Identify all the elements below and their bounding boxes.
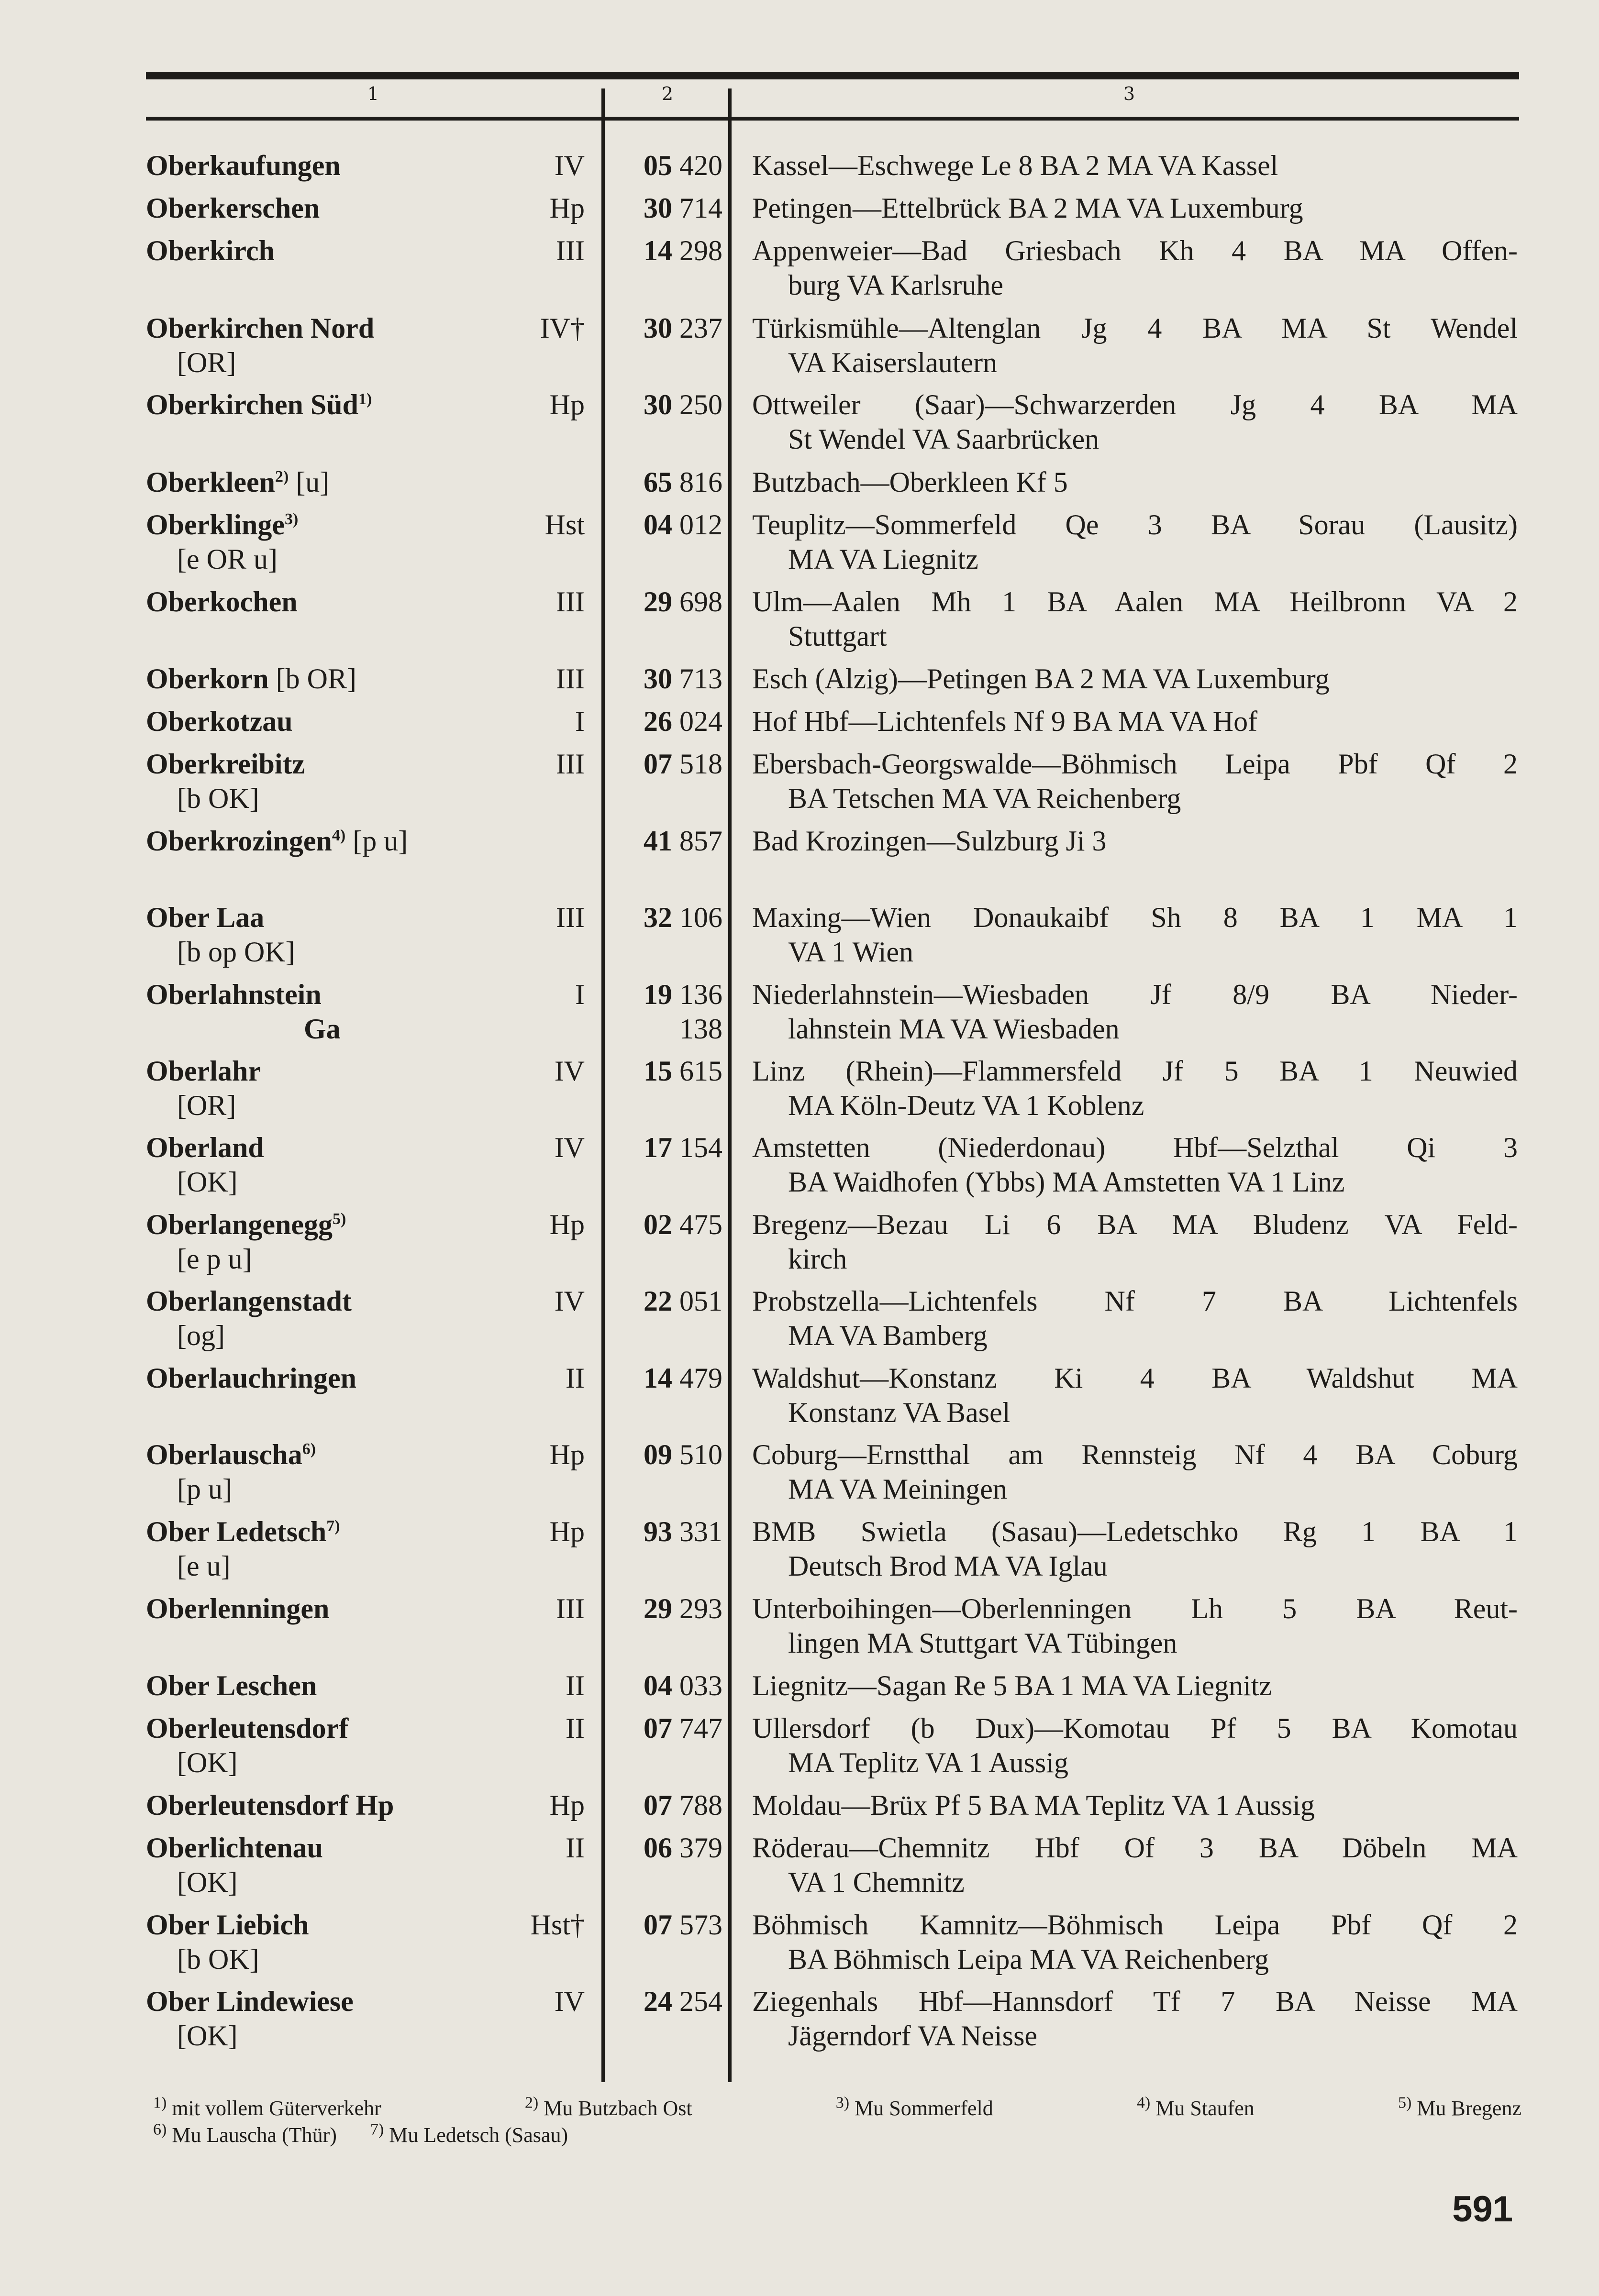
station-note: [OR] — [177, 1090, 236, 1121]
station-name: Ober Liebich [b OK] — [146, 1908, 309, 1976]
station-code: 65 816 — [644, 466, 722, 498]
station-name: Ober Lindewiese [OK] — [146, 1984, 354, 2053]
station-class: Hp — [549, 192, 585, 224]
station-code: 22 051 — [644, 1285, 722, 1317]
station-class: Hst — [544, 509, 585, 541]
footnote: $^{4)}$ Mu Staufen — [1136, 2094, 1255, 2120]
route-description: Ebersbach-Georgswalde—Böhmisch Leipa Pbf Qf 2 BA Tetschen MA VA Reichenberg — [752, 748, 1518, 814]
station-class: III — [556, 748, 585, 780]
station-code: 32 106 — [644, 902, 722, 933]
route-description: Niederlahnstein—Wiesbaden Jf 8/9 BA Nieder- lahnstein MA VA Wiesbaden — [752, 979, 1518, 1045]
station-note: [OK] — [177, 2020, 238, 2052]
station-class: III — [556, 902, 585, 933]
station-note: [b op OK] — [177, 936, 295, 968]
station-name: Oberkrozingen$^{4)}$ [p u] — [146, 825, 408, 857]
station-name: Oberkochen — [146, 586, 298, 618]
page-number: 591 — [1452, 2189, 1513, 2230]
footnote-mark: 7) — [326, 1517, 340, 1535]
footnote-mark: 4) — [332, 827, 346, 844]
footnote-mark: 3) — [285, 510, 299, 528]
route-description: Teuplitz—Sommerfeld Qe 3 BA Sorau (Lausitz) MA VA Liegnitz — [752, 509, 1518, 575]
route-description: Röderau—Chemnitz Hbf Of 3 BA Döbeln MA VA 1 Chemnitz — [752, 1832, 1518, 1898]
column-number-1: 1 — [367, 83, 379, 104]
station-note: Ga — [304, 1013, 341, 1045]
footnote: $^{3)}$ Mu Sommerfeld — [835, 2094, 993, 2120]
station-name: Oberkaufungen — [146, 150, 341, 181]
route-description: Esch (Alzig)—Petingen BA 2 MA VA Luxemburg — [752, 663, 1330, 695]
station-class: IV — [554, 150, 585, 181]
station-name: Oberleutensdorf Hp — [146, 1789, 394, 1821]
station-class: Hp — [549, 389, 585, 420]
station-code: 41 857 — [644, 825, 722, 857]
route-description: Butzbach—Oberkleen Kf 5 — [752, 466, 1068, 498]
route-description: Böhmisch Kamnitz—Böhmisch Leipa Pbf Qf 2 BA Böhmisch Leipa MA VA Reichenberg — [752, 1909, 1518, 1975]
station-name: Oberkotzau — [146, 706, 293, 737]
station-code: 93 331 — [644, 1516, 722, 1547]
station-class: IV — [554, 1285, 585, 1317]
station-class: I — [575, 979, 585, 1010]
station-code: 05 420 — [644, 150, 722, 181]
station-name: Oberklinge$^{3)}$ [e OR u] — [146, 508, 298, 576]
station-code: 29 293 — [644, 1593, 722, 1624]
route-description: Appenweier—Bad Griesbach Kh 4 BA MA Offen- burg VA Karlsruhe — [752, 235, 1518, 301]
route-description: Unterboihingen—Oberlenningen Lh 5 BA Reut- lingen MA Stuttgart VA Tübingen — [752, 1593, 1518, 1659]
station-name: Oberlauchringen — [146, 1362, 357, 1394]
station-code: 07 747 — [644, 1712, 722, 1744]
footnote-mark: 6) — [302, 1440, 316, 1458]
route-description: Probstzella—Lichtenfels Nf 7 BA Lichtenfels MA VA Bamberg — [752, 1285, 1518, 1351]
station-class: IV† — [540, 312, 585, 344]
route-description: Linz (Rhein)—Flammersfeld Jf 5 BA 1 Neuwied MA Köln-Deutz VA 1 Koblenz — [752, 1055, 1518, 1121]
station-name: Ober Ledetsch$^{7)}$ [e u] — [146, 1514, 340, 1583]
station-class: Hp — [549, 1209, 585, 1240]
route-description: Bad Krozingen—Sulzburg Ji 3 — [752, 825, 1107, 857]
station-name: Oberland [OK] — [146, 1130, 264, 1199]
station-code: 14 298 — [644, 235, 722, 266]
station-code: 04 033 — [644, 1670, 722, 1701]
route-description: Ulm—Aalen Mh 1 BA Aalen MA Heilbronn VA 2 Stuttgart — [752, 586, 1518, 652]
station-note: [OK] — [177, 1747, 238, 1778]
footnote: $^{1)}$ mit vollem Güterverkehr — [153, 2094, 381, 2120]
station-name: Oberlauscha$^{6)}$ [p u] — [146, 1437, 316, 1506]
station-class: Hp — [549, 1439, 585, 1470]
station-name: Oberkirchen Nord [OR] — [146, 311, 374, 380]
station-note: [OR] — [177, 347, 236, 378]
footnote-mark: 5) — [332, 1210, 346, 1228]
route-description: Türkismühle—Altenglan Jg 4 BA MA St Wendel VA Kaiserslautern — [752, 312, 1518, 378]
route-description: Moldau—Brüx Pf 5 BA MA Teplitz VA 1 Aussig — [752, 1789, 1315, 1821]
station-name: Oberlenningen — [146, 1593, 330, 1624]
footnote-mark: 2) — [275, 468, 289, 486]
station-name: Oberkleen$^{2)}$ [u] — [146, 466, 330, 498]
footnote-mark: 1) — [358, 390, 372, 408]
footnote: $^{5)}$ Mu Bregenz — [1398, 2094, 1521, 2120]
station-note: [e OR u] — [177, 543, 278, 575]
station-code: 24 254 — [644, 1986, 722, 2017]
station-name: Oberlahnstein Ga — [146, 977, 341, 1046]
station-note: [e u] — [177, 1550, 231, 1582]
column-divider-1 — [601, 88, 605, 2082]
station-class: IV — [554, 1055, 585, 1087]
route-description: Ottweiler (Saar)—Schwarzerden Jg 4 BA MA St Wendel VA Saarbrücken — [752, 389, 1518, 455]
station-name: Oberlahr [OR] — [146, 1054, 261, 1123]
station-code: 04 012 — [644, 509, 722, 541]
station-name: Oberkorn [b OR] — [146, 663, 356, 695]
station-note: [OK] — [177, 1866, 238, 1898]
route-description: Liegnitz—Sagan Re 5 BA 1 MA VA Liegnitz — [752, 1670, 1272, 1701]
station-code: 07 788 — [644, 1789, 722, 1821]
route-description: Maxing—Wien Donaukaibf Sh 8 BA 1 MA 1 VA 1 Wien — [752, 902, 1518, 968]
station-code: 30 250 — [644, 389, 722, 420]
station-name: Oberkerschen — [146, 192, 320, 224]
footnote-line-1 — [153, 2095, 1521, 2122]
station-name: Oberkirchen Süd$^{1)}$ — [146, 389, 372, 420]
station-class: I — [575, 706, 585, 737]
station-class: II — [566, 1362, 585, 1394]
station-code: 07 518 — [644, 748, 722, 780]
footnotes — [153, 2095, 1521, 2149]
station-class: Hp — [549, 1789, 585, 1821]
route-description: Ullersdorf (b Dux)—Komotau Pf 5 BA Komotau MA Teplitz VA 1 Aussig — [752, 1712, 1518, 1778]
station-name: Oberleutensdorf [OK] — [146, 1711, 348, 1780]
station-code: 17 154 — [644, 1132, 722, 1163]
station-code: 30 237 — [644, 312, 722, 344]
footnote: $^{7)}$ Mu Ledetsch (Sasau) — [370, 2120, 568, 2147]
station-name: Oberlichtenau [OK] — [146, 1831, 323, 1899]
station-code: 30 713 — [644, 663, 722, 695]
station-class: III — [556, 586, 585, 618]
station-code: 26 024 — [644, 706, 722, 737]
header-rule — [146, 117, 1519, 121]
station-class: Hp — [549, 1516, 585, 1547]
top-rule — [146, 72, 1519, 79]
station-code: 06 379 — [644, 1832, 722, 1864]
column-divider-2 — [728, 88, 732, 2082]
station-code: 30 714 — [644, 192, 722, 224]
station-code: 02 475 — [644, 1209, 722, 1240]
station-name: Oberlangenegg$^{5)}$ [e p u] — [146, 1207, 346, 1276]
column-number-3: 3 — [1123, 83, 1135, 104]
route-description: Bregenz—Bezau Li 6 BA MA Bludenz VA Feld- kirch — [752, 1209, 1518, 1275]
station-note: [OK] — [177, 1166, 238, 1198]
route-description: BMB Swietla (Sasau)—Ledetschko Rg 1 BA 1 Deutsch Brod MA VA Iglau — [752, 1516, 1518, 1582]
station-note: [b OK] — [177, 783, 259, 814]
station-code: 14 479 — [644, 1362, 722, 1394]
route-description: Amstetten (Niederdonau) Hbf—Selzthal Qi 3 BA Waidhofen (Ybbs) MA Amstetten VA 1 Linz — [752, 1132, 1518, 1198]
station-name: Ober Laa [b op OK] — [146, 900, 295, 969]
station-class: II — [566, 1712, 585, 1744]
station-name: Oberkreibitz [b OK] — [146, 747, 305, 816]
station-code: 15 615 — [644, 1055, 722, 1087]
route-description: Hof Hbf—Lichtenfels Nf 9 BA MA VA Hof — [752, 706, 1258, 737]
station-name: Oberlangenstadt [og] — [146, 1284, 352, 1353]
station-code: 09 510 — [644, 1439, 722, 1470]
footnote: $^{6)}$ Mu Lauscha (Thür) — [153, 2120, 337, 2147]
station-note: [e p u] — [177, 1243, 252, 1275]
station-code: 19 136 138 — [644, 979, 722, 1045]
route-description: Coburg—Ernstthal am Rennsteig Nf 4 BA Coburg MA VA Meiningen — [752, 1439, 1518, 1505]
station-class: III — [556, 235, 585, 266]
station-name: Oberkirch — [146, 235, 275, 266]
station-name: Ober Leschen — [146, 1670, 317, 1701]
station-note: [og] — [177, 1320, 225, 1351]
station-class: IV — [554, 1986, 585, 2017]
station-class: Hst† — [530, 1909, 585, 1941]
station-class: II — [566, 1670, 585, 1701]
station-note: [p u] — [177, 1473, 232, 1505]
column-number-2: 2 — [661, 83, 674, 104]
station-class: III — [556, 663, 585, 695]
route-description: Ziegenhals Hbf—Hannsdorf Tf 7 BA Neisse MA Jägerndorf VA Neisse — [752, 1986, 1518, 2052]
station-class: II — [566, 1832, 585, 1864]
station-code: 29 698 — [644, 586, 722, 618]
route-description: Petingen—Ettelbrück BA 2 MA VA Luxemburg — [752, 192, 1303, 224]
station-note: [b OK] — [177, 1943, 259, 1975]
route-description: Kassel—Eschwege Le 8 BA 2 MA VA Kassel — [752, 150, 1278, 181]
footnote-line-2 — [153, 2122, 1521, 2149]
station-class: IV — [554, 1132, 585, 1163]
station-class: III — [556, 1593, 585, 1624]
route-description: Waldshut—Konstanz Ki 4 BA Waldshut MA Konstanz VA Basel — [752, 1362, 1518, 1428]
footnote: $^{2)}$ Mu Butzbach Ost — [524, 2094, 692, 2120]
station-code: 07 573 — [644, 1909, 722, 1941]
